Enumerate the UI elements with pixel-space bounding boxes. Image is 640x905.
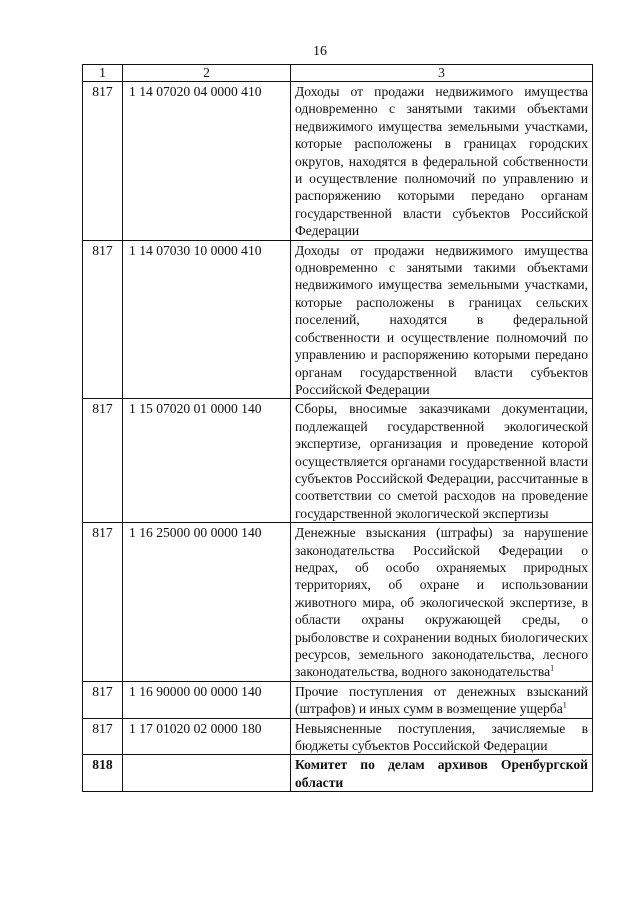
admin-code-cell: 817 [83,681,123,718]
revenue-code-cell: 1 16 25000 00 0000 140 [123,523,291,682]
admin-code-cell: 817 [83,523,123,682]
table-row [83,399,593,523]
revenue-description-cell [291,523,593,682]
table-section-row [83,755,593,792]
revenue-codes-table [82,64,593,792]
column-header-2: 2 [123,65,291,82]
revenue-description-cell [291,718,593,755]
revenue-description-text: Доходы от продажи недвижимого имущества одновременно с занятыми такими объектами недвижимого имущества земельными участками, которые расположены в границах городских округов, находятся в федеральной собственности и осуществление полномочий по управлению и распоряжению которыми передано органам государственной власти субъектов Российской Федерации [295,84,588,239]
admin-code-cell: 817 [83,399,123,523]
table-row [83,240,593,399]
revenue-description-cell [291,399,593,523]
revenue-code-cell: 1 17 01020 02 0000 180 [123,718,291,755]
table-row [83,718,593,755]
table-row [83,523,593,682]
revenue-description-text: Прочие поступления от денежных взысканий (штрафов) и иных сумм в возмещение ущерба [295,683,588,717]
revenue-description-cell [291,681,593,718]
admin-code-cell: 817 [83,240,123,399]
table-row [83,681,593,718]
table-header-row [83,65,593,82]
revenue-description-text: Денежные взыскания (штрафы) за нарушение законодательства Российской Федерации о недрах, об особо охраняемых природных территориях, об охране и использовании животного мира, об экологической экспертизе, в области охраны окружающей среды, о рыболовстве и сохранении водных биологических ресурсов, земельного законодательства, лесного законодательства, водного законодательства [295,525,588,680]
revenue-description-text: Невыясненные поступления, зачисляемые в бюджеты субъектов Российской Федерации [295,720,588,754]
revenue-code-cell: 1 16 90000 00 0000 140 [123,681,291,718]
revenue-description-text: Комитет по делам архивов Оренбургской области [295,757,588,790]
revenue-description-text: Доходы от продажи недвижимого имущества одновременно с занятыми такими объектами недвижимого имущества земельными участками, которые расположены в границах сельских поселений, находятся в федеральной собственности и осуществление полномочий по управлению и распоряжению которыми передано органам государственной власти субъектов Российской Федерации [295,242,588,397]
admin-code-cell: 817 [83,718,123,755]
footnote-marker: 1 [550,663,555,673]
admin-code-cell: 817 [83,82,123,241]
revenue-description-text: Сборы, вносимые заказчиками документации, подлежащей государственной экологической экспертизе, организация и проведение которой осуществляется органами государственной власти субъектов Российской Федерации, рассчитанные в соответствии со сметой расходов на проведение государственной экологической экспертизы [295,401,588,521]
footnote-marker: 1 [562,700,567,710]
revenue-code-cell: 1 14 07030 10 0000 410 [123,240,291,399]
column-header-1: 1 [83,65,123,82]
revenue-description-cell [291,755,593,792]
revenue-description-cell [291,240,593,399]
revenue-code-cell: 1 15 07020 01 0000 140 [123,399,291,523]
revenue-code-cell [123,755,291,792]
table-row [83,82,593,241]
admin-code-cell: 818 [83,755,123,792]
revenue-description-cell [291,82,593,241]
page-number: 16 [313,44,327,59]
column-header-3: 3 [291,65,593,82]
revenue-code-cell: 1 14 07020 04 0000 410 [123,82,291,241]
